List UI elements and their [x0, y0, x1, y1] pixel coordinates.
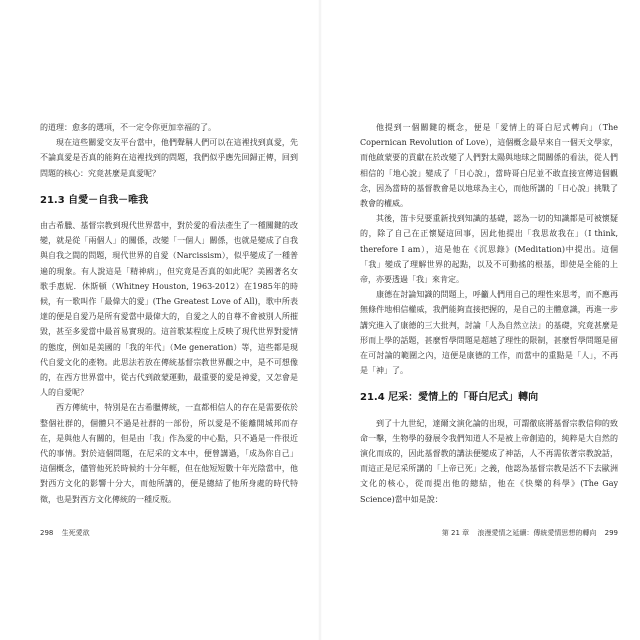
- left-page-body: [40, 120, 298, 507]
- right-page-footer: [436, 528, 618, 538]
- left-paragraph-1: 的道理：愈多的選項，不一定令你更加幸福的了。: [40, 123, 216, 132]
- right-page: [320, 0, 640, 640]
- left-paragraph-4: 西方傳統中，特別是在古希臘傳統，一直都相信人的存在是需要依於整個社群的，個體只不過是社群的一部份，所以愛是不能離開城邦而存在，是與他人有關的，但是由「我」作為愛的中心點，只不過是一件很近代的事情。對於這個問題，在尼采的文本中，便曾講過，「成為你自己」這個概念，儘管他死於時候約十分年輕，但在他短短數十年光陰當中，他對西方文化的影響十分大，而他所講的，便是總結了他所身處的時代特徵，也是對西方文化傳統的一種反叛。: [40, 403, 298, 504]
- right-running-title: 浪漫愛情之延續：傳統愛情思想的轉向: [477, 529, 597, 537]
- right-chapter-number: 第 21 章: [441, 529, 470, 537]
- right-paragraph-4: 到了十九世紀，達爾文演化論的出現，可謂徹底將基督宗教信仰的致命一擊，生物學的發展令我們知道人不是被上帝創造的，純粹是大自然的演化而成的，因此基督教的講法便變成了神話，人不再需依著宗教說話，而這正是尼采所講的「上帝已死」之義，他認為基督宗教是活不下去歐洲文化的核心，從而提出他的總結，他在《快樂的科學》(The Gay Science)當中如是說：: [360, 418, 618, 504]
- left-page-footer: [40, 528, 96, 538]
- section-heading-21-4: 21.4 尼采：愛情上的「哥白尼式」轉向: [360, 392, 539, 404]
- right-paragraph-3: 康德在討論知識的問題上，呼籲人們用自己的理性來思考，而不應再無條件地相信權威，我們能夠直接把握的，是自己的主體意識，再進一步講究進入了康德的三大批判，討論「人為自然立法」的基礎，究竟甚麼是形而上學的話題，甚麼哲學問題是超越了理性的限制，甚麼哲學問題是留在可討論的範圍之內，這便是康德的工作，而當中的重點是「人」，不再是「神」了。: [360, 290, 618, 376]
- left-running-title: 生死愛欲: [61, 529, 90, 537]
- right-page-number: 299: [604, 529, 618, 537]
- right-paragraph-1: 他提到一個關鍵的概念，便是「愛情上的哥白尼式轉向」（The Copernican Revolution of Love），這個概念最早來自一個天文學家，而他啟蒙要的貢獻在於改變了人們對太陽與地球之間關係的看法，從人們相信的「地心說」變成了「日心說」，當時哥白尼並不敢直接宣傳這個觀念，因為當時的基督教會是以地球為主心，而他所講的「日心說」挑戰了教會的權威。: [360, 123, 618, 209]
- right-paragraph-2: 其後，笛卡兒要重新找到知識的基礎，認為一切的知識都是可被懷疑的，除了自己在正懷疑這回事，因此他提出「我思故我在」（I think, therefore I am），這是他在《沉思錄》(Meditation)中提出。這個「我」變成了理解世界的起點，以及不可動搖的根基，即使是全能的上帝，亦要透過「我」來肯定。: [360, 214, 618, 285]
- right-page-body: [360, 120, 618, 507]
- left-page-number: 298: [40, 529, 54, 537]
- section-heading-21-3: 21.3 自愛－自我－唯我: [40, 194, 149, 206]
- left-paragraph-3: 由古希臘、基督宗教到現代世界當中，對於愛的看法產生了一種關鍵的改變，就是從「兩個人」的關係，改變「一個人」關係，也就是變成了自我與自我之間的問題，現代世界的自愛（Narcissism），似乎變成了一種普遍的現象。有人說這是「精神病」，但究竟是否真的如此呢？美國著名女歌手惠妮．休斯頓（Whitney Houston, 1963-2012）在1985年的時候，有一歌叫作「最偉大的愛」(The Greatest Love of All)，歌中所表達的便是自愛乃是所有愛當中最偉大的，自愛之人的自尊不會被別人所摧毀，甚至多愛當中最首易實現的。這首歌某程度上反映了現代世界對愛情的態度，例如是美國的「我的年代」（Me generation）等，這些都是現代自愛文化的產物。此思法若放在傳統基督宗教世界觀之中，是不可想像的，在西方世界當中，從古代到啟蒙運動，最重要的愛是神愛，又怎會是人的自愛呢？: [40, 221, 298, 398]
- left-paragraph-2: 現在這些關愛交友平台當中，他們聲稱人們可以在這裡找到真愛，先不論真愛是否真的能夠在這裡找到的問題，我們似乎應先回歸正傳，回到問題的核心：究竟甚麼是真愛呢？: [40, 138, 298, 178]
